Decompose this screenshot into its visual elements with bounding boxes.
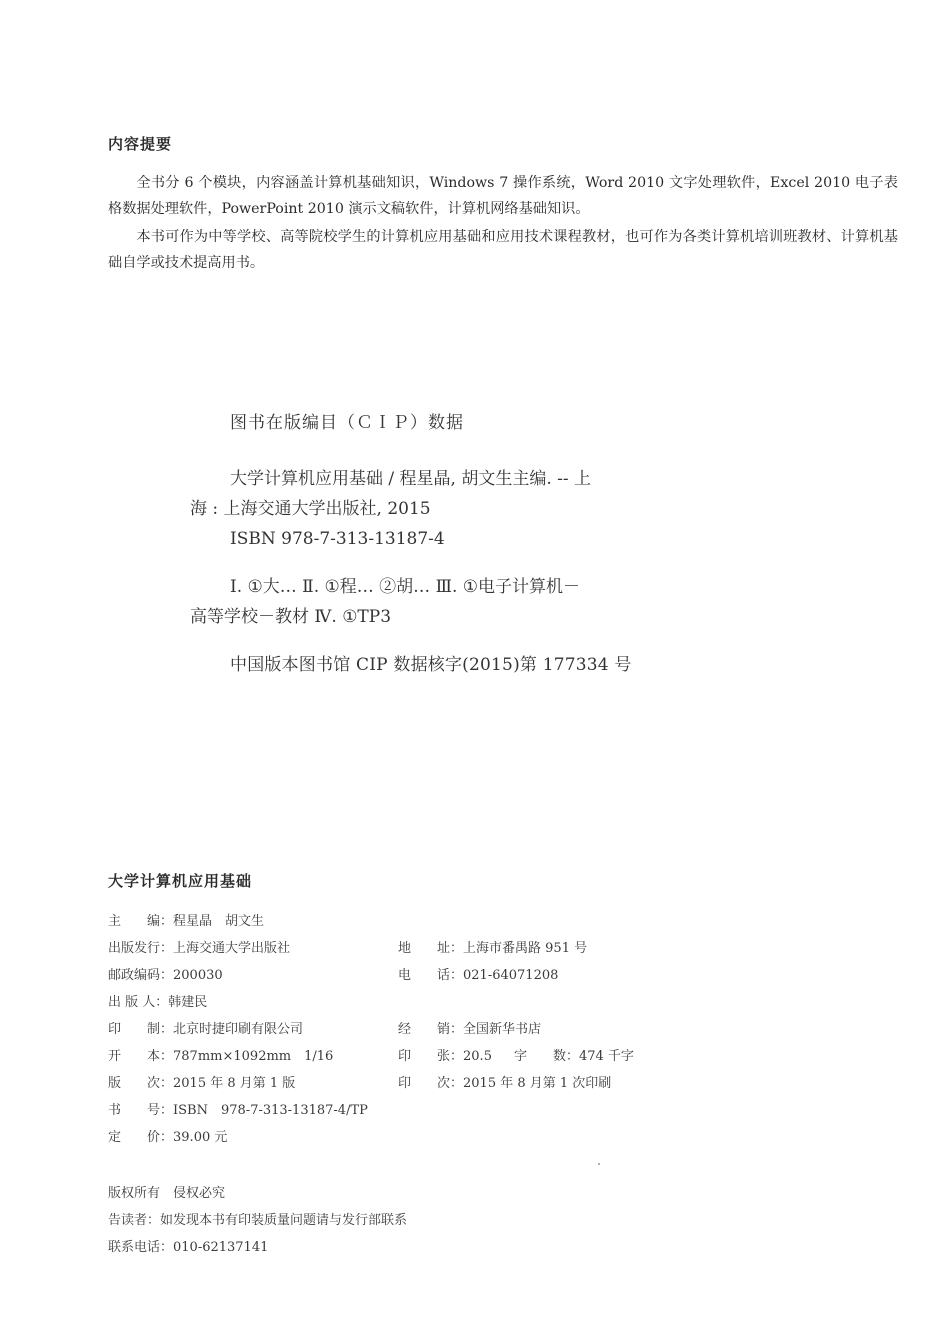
colophon-value: 上海市番禺路 951 号 (463, 941, 588, 956)
colophon-row (108, 1018, 542, 1040)
colophon-label: 字 数： (513, 1049, 579, 1064)
rights-line: 版权所有 侵权必究 (108, 1186, 226, 1201)
colophon-col2 (398, 937, 587, 956)
cip-title: 图书在版编目（ＣＩＰ）数据 (230, 413, 464, 433)
cip-record-line: 海 : 上海交通大学出版社, 2015 (190, 499, 431, 519)
cip-subjects-line: Ⅰ. ①大… Ⅱ. ①程… ②胡… Ⅲ. ①电子计算机－ (230, 577, 581, 597)
colophon-value: 全国新华书店 (463, 1022, 542, 1037)
contact-phone: 联系电话：010-62137141 (108, 1240, 269, 1255)
colophon-value: 2015 年 8 月第 1 版 (173, 1076, 296, 1091)
colophon-label: 印 次： (398, 1076, 464, 1091)
colophon-row (108, 991, 207, 1013)
cip-number: 中国版本图书馆 CIP 数据核字(2015)第 177334 号 (230, 655, 632, 675)
colophon-label: 邮政编码： (108, 968, 174, 983)
colophon-label: 出 版 人： (108, 995, 169, 1010)
colophon-col2 (398, 1045, 634, 1064)
colophon-value: 2015 年 8 月第 1 次印刷 (463, 1076, 612, 1091)
colophon-value: 程星晶 胡文生 (173, 914, 265, 929)
colophon-label: 出版发行： (108, 941, 174, 956)
cip-record (190, 464, 710, 554)
colophon-row (108, 964, 559, 986)
colophon-row (108, 910, 264, 932)
colophon-label: 经 销： (398, 1022, 464, 1037)
colophon-value: 200030 (173, 968, 223, 983)
colophon-label: 书 号： (108, 1103, 174, 1118)
colophon-label: 印 张： (398, 1049, 464, 1064)
colophon-row (108, 937, 588, 959)
scan-speck (598, 1163, 600, 1165)
colophon-row (108, 1099, 368, 1121)
cip-subjects (190, 572, 730, 632)
colophon-value: 韩建民 (168, 995, 208, 1010)
colophon-label: 印 制： (108, 1022, 174, 1037)
cip-subjects-line: 高等学校－教材 Ⅳ. ①TP3 (190, 607, 392, 627)
colophon-label: 电 话： (398, 968, 464, 983)
colophon-row (108, 1045, 634, 1067)
colophon-value: ISBN 978-7-313-13187-4/TP (173, 1103, 368, 1118)
colophon-value: 39.00 元 (173, 1130, 228, 1145)
colophon-label: 主 编： (108, 914, 174, 929)
summary-title: 内容提要 (108, 135, 173, 153)
colophon-col2 (398, 1072, 611, 1091)
reader-notice: 告读者：如发现本书有印装质量问题请与发行部联系 (108, 1213, 408, 1228)
colophon-value: 021-64071208 (463, 968, 559, 983)
book-title: 大学计算机应用基础 (108, 872, 253, 890)
colophon-col2 (398, 1018, 541, 1037)
cip-isbn: ISBN 978-7-313-13187-4 (230, 529, 445, 549)
cip-record-line: 大学计算机应用基础 / 程星晶, 胡文生主编. -- 上 (230, 469, 592, 489)
colophon-value: 北京时捷印刷有限公司 (173, 1022, 304, 1037)
colophon-label: 定 价： (108, 1130, 174, 1145)
colophon-label: 地 址： (398, 941, 464, 956)
colophon-row (108, 1072, 612, 1094)
colophon-row (108, 1126, 227, 1148)
colophon-value: 474 千字 (578, 1049, 634, 1064)
colophon-col2 (398, 964, 558, 983)
colophon-label: 开 本： (108, 1049, 174, 1064)
colophon-value: 20.5 (463, 1049, 492, 1064)
colophon-value: 787mm×1092mm 1/16 (173, 1049, 334, 1064)
summary-paragraph: 全书分 6 个模块，内容涵盖计算机基础知识，Windows 7 操作系统，Word 2010 文字处理软件，Excel 2010 电子表格数据处理软件，PowerPoint 2010 演示文稿软件，计算机网络基础知识。 (108, 175, 898, 217)
summary-body (108, 170, 898, 278)
rights-notice (108, 1180, 407, 1261)
colophon-value: 上海交通大学出版社 (173, 941, 291, 956)
summary-paragraph: 本书可作为中等学校、高等院校学生的计算机应用基础和应用技术课程教材，也可作为各类计算机培训班教材、计算机基础自学或技术提高用书。 (108, 229, 898, 271)
colophon-label: 版 次： (108, 1076, 174, 1091)
